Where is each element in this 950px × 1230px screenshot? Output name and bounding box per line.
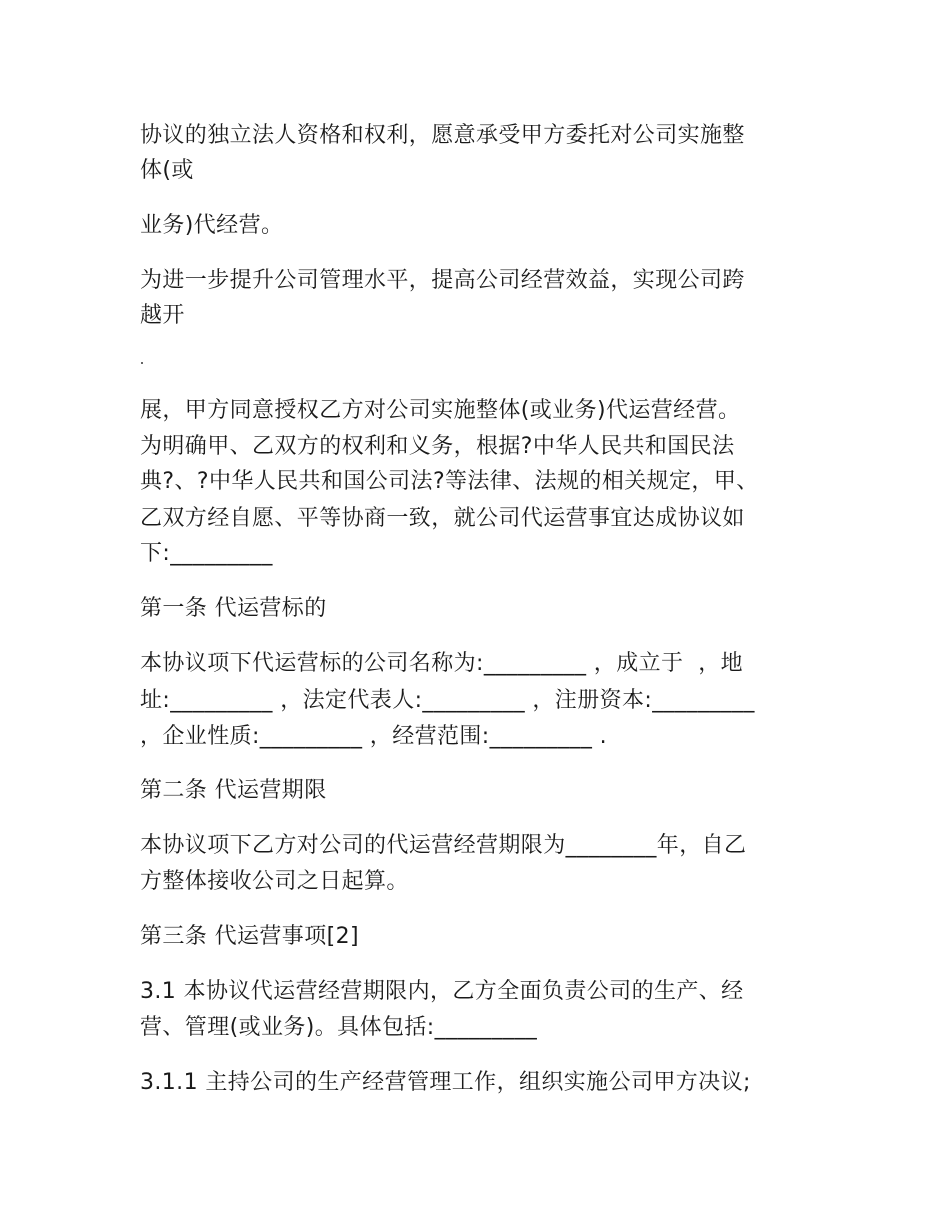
text-line: 业务)代经营。 bbox=[140, 213, 284, 238]
section-heading: 第一条 代运营标的 bbox=[140, 596, 327, 621]
text-line: ，企业性质:_________ ，经营范围:_________ . bbox=[140, 724, 608, 749]
section-heading: 第三条 代运营事项[2] bbox=[140, 924, 359, 949]
text-line: 越开 bbox=[140, 303, 185, 328]
text-line: 本协议项下乙方对公司的代运营经营期限为________年，自乙 bbox=[140, 833, 747, 858]
text-line: 3.1.1 主持公司的生产经营管理工作，组织实施公司甲方决议; bbox=[140, 1070, 751, 1095]
text-line: 体(或 bbox=[140, 158, 194, 183]
text-line: 展，甲方同意授权乙方对公司实施整体(或业务)代运营经营。 bbox=[140, 398, 741, 423]
text-line: 下:_________ bbox=[140, 541, 273, 566]
text-line: 方整体接收公司之日起算。 bbox=[140, 869, 409, 894]
stray-dot bbox=[141, 362, 143, 364]
text-line: 3.1 本协议代运营经营期限内，乙方全面负责公司的生产、经 bbox=[140, 979, 744, 1004]
text-line: 协议的独立法人资格和权利，愿意承受甲方委托对公司实施整 bbox=[140, 123, 745, 148]
text-line: 为明确甲、乙双方的权利和义务，根据?中华人民共和国民法 bbox=[140, 434, 735, 459]
text-line: 为进一步提升公司管理水平，提高公司经营效益，实现公司跨 bbox=[140, 268, 745, 293]
text-line: 典?、?中华人民共和国公司法?等法律、法规的相关规定，甲、 bbox=[140, 469, 759, 494]
text-line: 址:_________ ，法定代表人:_________ ，注册资本:_________ bbox=[140, 688, 755, 713]
text-line: 营、管理(或业务)。具体包括:_________ bbox=[140, 1015, 538, 1040]
text-line: 乙双方经自愿、平等协商一致，就公司代运营事宜达成协议如 bbox=[140, 506, 745, 531]
text-line: 本协议项下代运营标的公司名称为:_________ ，成立于 ，地 bbox=[140, 651, 743, 676]
section-heading: 第二条 代运营期限 bbox=[140, 778, 327, 803]
